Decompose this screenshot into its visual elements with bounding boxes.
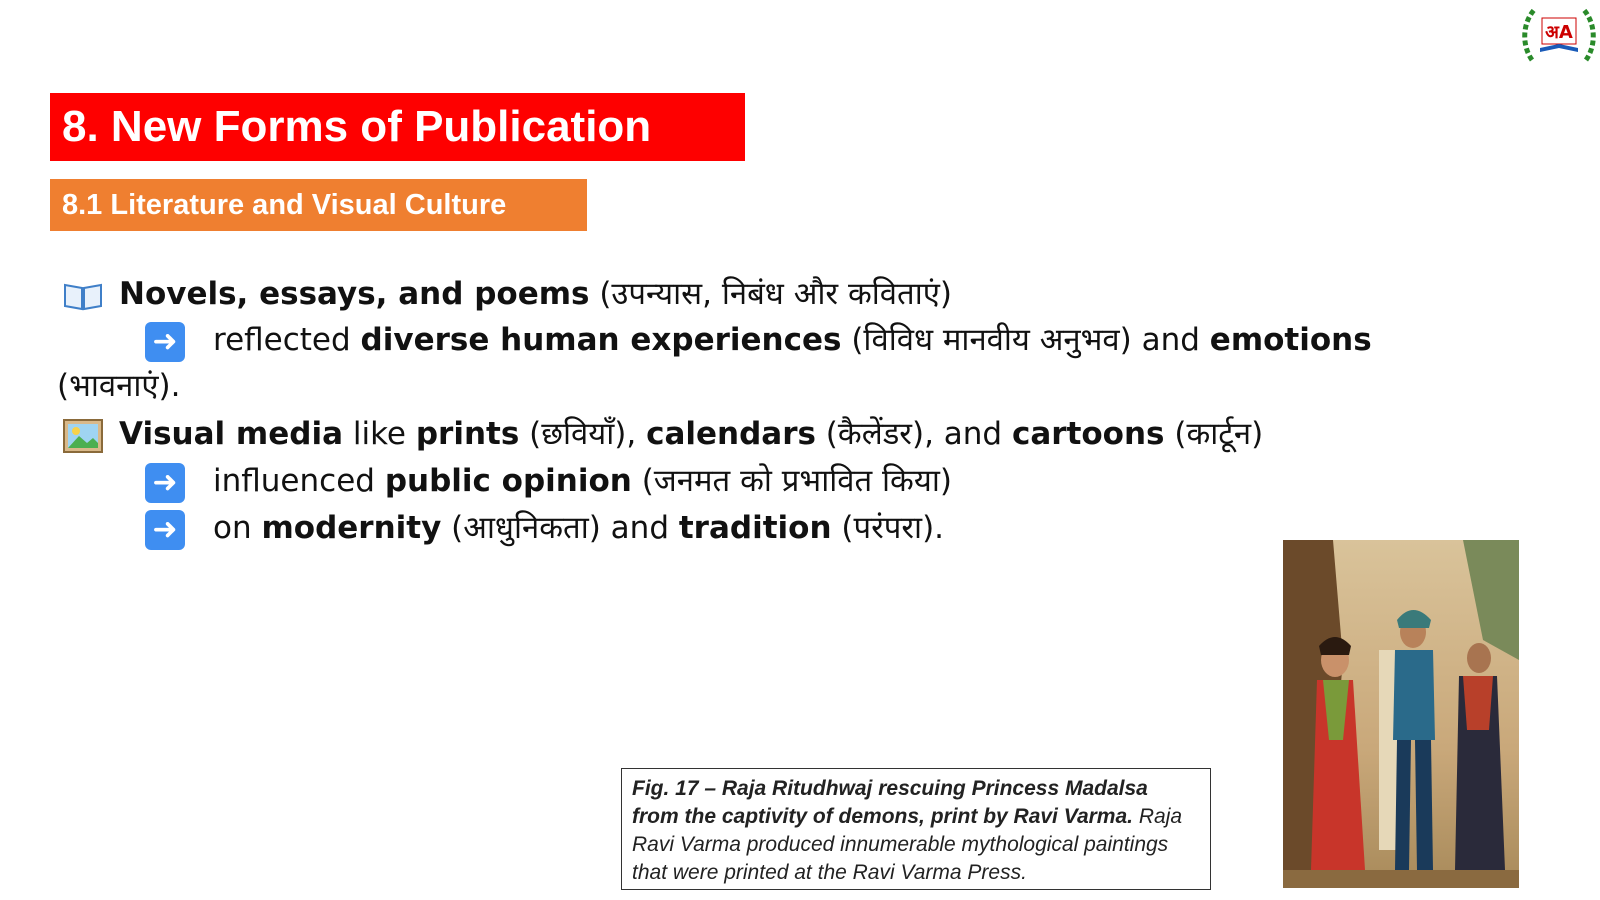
arrow-right-icon: ➜ [145, 463, 185, 503]
point-novels: Novels, essays, and poems (उपन्यास, निबंध और कविताएं) [63, 270, 952, 318]
point-novels-detail: ➜ reflected diverse human experiences (विविध मानवीय अनुभव) and emotions [145, 316, 1372, 364]
page-title: 8. New Forms of Publication [50, 93, 745, 161]
point-novels-wrap: (भावनाएं). [57, 368, 181, 404]
section-subtitle: 8.1 Literature and Visual Culture [50, 179, 587, 231]
academy-logo [1520, 2, 1598, 66]
point-visual-modernity: ➜ on modernity (आधुनिकता) and tradition (परंपरा). [145, 504, 944, 552]
ravi-varma-painting [1283, 540, 1519, 888]
picture-icon [63, 419, 103, 453]
arrow-right-icon: ➜ [145, 510, 185, 550]
point-visual-media: Visual media like prints (छवियाँ), calendars (कैलेंडर), and cartoons (कार्टून) [63, 410, 1263, 458]
open-book-icon [63, 281, 103, 311]
figure-caption: Fig. 17 – Raja Ritudhwaj rescuing Princess Madalsa from the captivity of demons, print by Ravi Varma. Raja Ravi Varma produced innumerable mythological paintings that were printed at the Ravi Varma Press. [621, 768, 1211, 890]
point-visual-influence: ➜ influenced public opinion (जनमत को प्रभावित किया) [145, 457, 952, 505]
svg-text:अA: अA [1545, 22, 1573, 43]
arrow-right-icon: ➜ [145, 322, 185, 362]
